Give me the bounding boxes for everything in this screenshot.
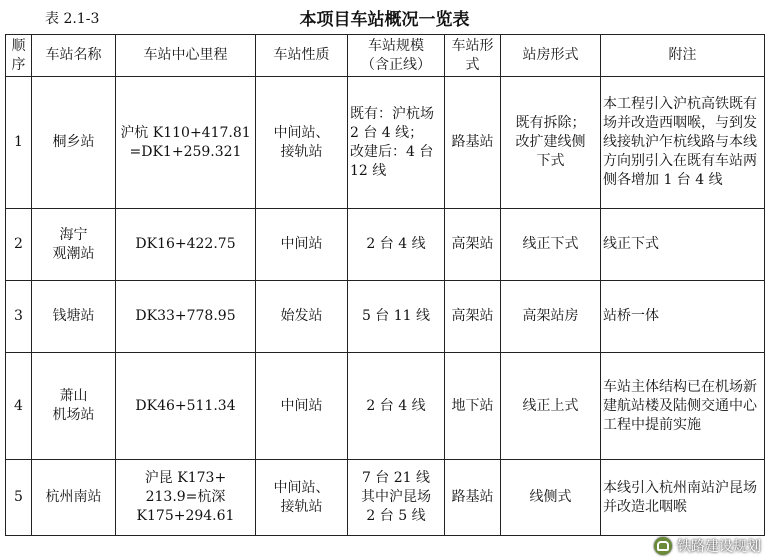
table-title: 本项目车站概况一览表	[299, 10, 470, 30]
table-cell: 海宁 观潮站	[32, 209, 116, 281]
table-cell: 线侧式	[501, 460, 601, 536]
table-cell: 站桥一体	[601, 281, 765, 353]
table-cell: 路基站	[445, 460, 501, 536]
table-cell: 7 台 21 线 其中沪昆场 2 台 5 线	[348, 460, 445, 536]
table-cell: 既有：沪杭场 2 台 4 线； 改建后：4 台 12 线	[348, 77, 445, 209]
table-cell: 杭州南站	[32, 460, 116, 536]
table-cell: 桐乡站	[32, 77, 116, 209]
table-cell: 2	[6, 209, 32, 281]
table-cell: 中间站、 接轨站	[256, 77, 348, 209]
header-cell: 站房形式	[501, 35, 601, 77]
table-cell: 1	[6, 77, 32, 209]
table-cell: DK16+422.75	[116, 209, 256, 281]
document-header	[0, 0, 769, 33]
table-cell: 既有拆除； 改扩建线侧 下式	[501, 77, 601, 209]
table-cell: 本线引入杭州南站沪昆场并改造北咽喉	[601, 460, 765, 536]
table-cell: 沪杭 K110+417.81 =DK1+259.321	[116, 77, 256, 209]
table-cell: 地下站	[445, 353, 501, 460]
header-cell: 附注	[601, 35, 765, 77]
table-cell: 本工程引入沪杭高铁既有场并改造西咽喉，与到发线接轨沪乍杭线路与本线方向别引入在既有车站两侧各增加 1 台 4 线	[601, 77, 765, 209]
table-row	[6, 281, 765, 353]
header-cell: 车站形 式	[445, 35, 501, 77]
table-cell: 线正下式	[501, 209, 601, 281]
table-cell: 中间站	[256, 353, 348, 460]
table-cell: 沪昆 K173+ 213.9=杭深 K175+294.61	[116, 460, 256, 536]
table-cell: 路基站	[445, 77, 501, 209]
table-number: 表 2.1-3	[45, 11, 100, 27]
table-cell: 始发站	[256, 281, 348, 353]
table-row	[6, 353, 765, 460]
table-cell: 萧山 机场站	[32, 353, 116, 460]
table-cell: 中间站	[256, 209, 348, 281]
header-cell: 车站规模 （含正线）	[348, 35, 445, 77]
table-cell: 2 台 4 线	[348, 209, 445, 281]
table-cell: 5	[6, 460, 32, 536]
table-cell: 2 台 4 线	[348, 353, 445, 460]
wechat-icon	[654, 537, 672, 555]
table-cell: 高架站	[445, 209, 501, 281]
table-cell: 4	[6, 353, 32, 460]
header-cell: 车站中心里程	[116, 35, 256, 77]
table-cell: 线正上式	[501, 353, 601, 460]
watermark	[654, 536, 761, 556]
header-cell: 车站性质	[256, 35, 348, 77]
table-cell: 中间站、 接轨站	[256, 460, 348, 536]
table-row	[6, 460, 765, 536]
table-row	[6, 209, 765, 281]
table-cell: 高架站房	[501, 281, 601, 353]
table-cell: 线正下式	[601, 209, 765, 281]
station-overview-table	[5, 34, 765, 536]
watermark-text: 铁路建设规划	[677, 539, 761, 555]
table-header-row	[6, 35, 765, 77]
table-cell: 车站主体结构已在机场新建航站楼及陆侧交通中心工程中提前实施	[601, 353, 765, 460]
table-row	[6, 77, 765, 209]
table-cell: DK33+778.95	[116, 281, 256, 353]
table-cell: 钱塘站	[32, 281, 116, 353]
table-cell: 3	[6, 281, 32, 353]
header-cell: 车站名称	[32, 35, 116, 77]
table-cell: 5 台 11 线	[348, 281, 445, 353]
table-cell: 高架站	[445, 281, 501, 353]
header-cell: 顺 序	[6, 35, 32, 77]
table-cell: DK46+511.34	[116, 353, 256, 460]
